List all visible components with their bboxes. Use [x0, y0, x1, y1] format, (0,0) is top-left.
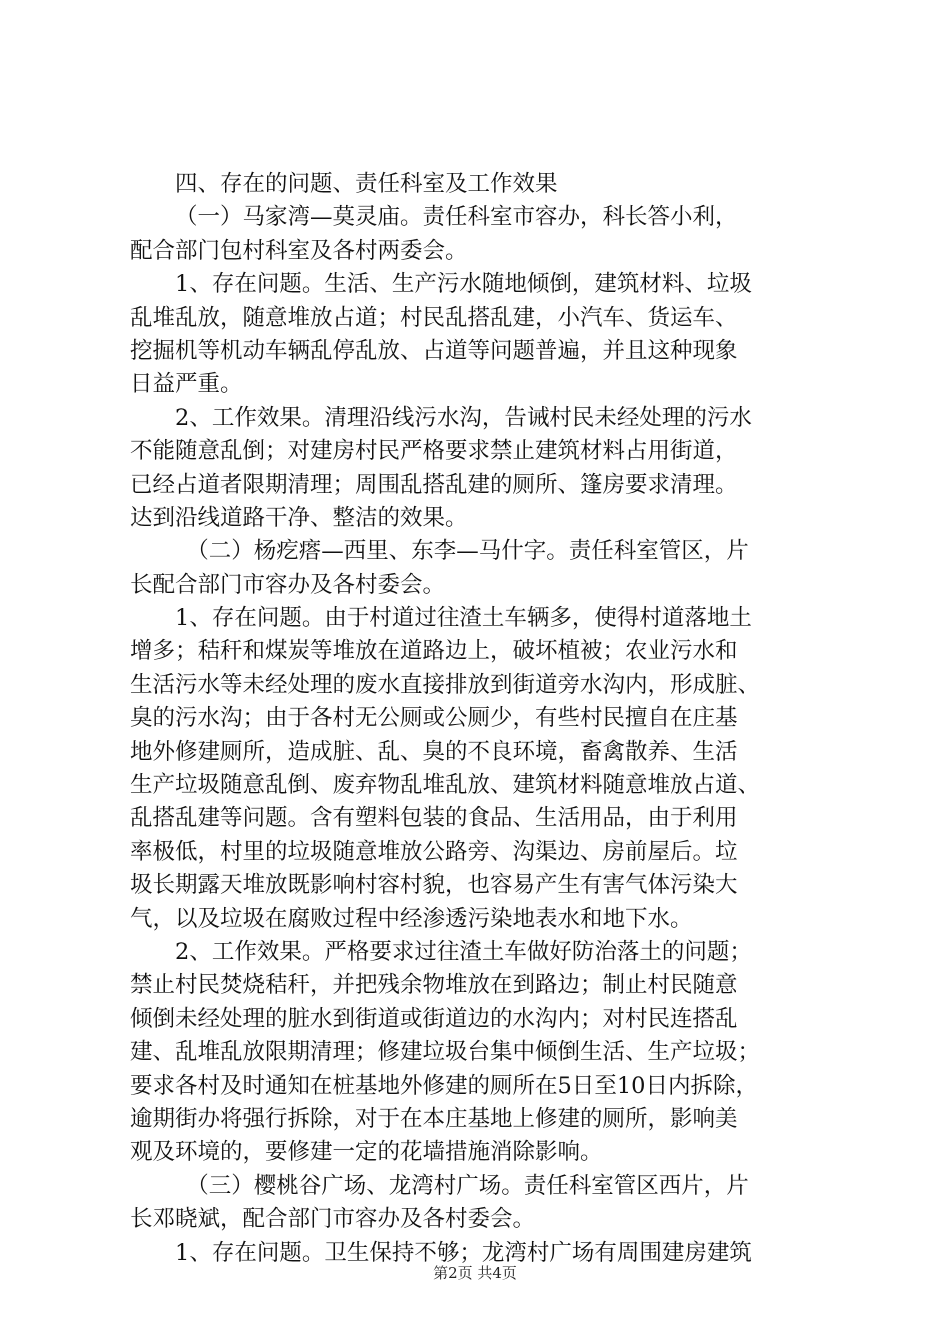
text-line: 率极低，村里的垃圾随意堆放公路旁、沟渠边、房前屋后。垃	[130, 838, 738, 865]
text-line: 气，以及垃圾在腐败过程中经渗透污染地表水和地下水。	[130, 905, 693, 932]
text-line: 达到沿线道路干净、整洁的效果。	[130, 504, 468, 531]
text-line: 逾期街办将强行拆除，对于在本庄基地上修建的厕所，影响美	[130, 1105, 738, 1132]
text-line: 乱堆乱放，随意堆放占道；村民乱搭乱建，小汽车、货运车、	[130, 304, 738, 331]
text-line: 已经占道者限期清理；周围乱搭乱建的厕所、篷房要求清理。	[130, 471, 738, 498]
text-line: 挖掘机等机动车辆乱停乱放、占道等问题普遍，并且这种现象	[130, 337, 738, 364]
text-line: 圾长期露天堆放既影响村容村貌，也容易产生有害气体污染大	[130, 872, 738, 899]
text-line: 配合部门包村科室及各村两委会。	[130, 237, 468, 264]
text-line: 增多；秸秆和煤炭等堆放在道路边上，破坏植被；农业污水和	[130, 638, 738, 665]
text-line: 乱搭乱建等问题。含有塑料包装的食品、生活用品，由于利用	[130, 805, 738, 832]
text-line: 四、存在的问题、责任科室及工作效果	[175, 171, 558, 197]
text-line: 2、工作效果。严格要求过往渣土车做好防治落土的问题；	[175, 938, 752, 965]
text-line: （一）马家湾—莫灵庙。责任科室市容办，科长答小利，	[175, 204, 738, 231]
text-line: 要求各村及时通知在桩基地外修建的厕所在5日至10日内拆除，	[130, 1072, 758, 1099]
document-body	[130, 168, 830, 1270]
text-line: 日益严重。	[130, 371, 243, 398]
text-line: 生产垃圾随意乱倒、废弃物乱堆乱放、建筑材料随意堆放占道、	[130, 772, 761, 799]
text-line: 2、工作效果。清理沿线污水沟，告诫村民未经处理的污水	[175, 404, 752, 431]
text-line: 臭的污水沟；由于各村无公厕或公厕少，有些村民擅自在庄基	[130, 705, 738, 732]
text-line: 1、存在问题。由于村道过往渣土车辆多，使得村道落地土	[175, 605, 752, 632]
text-line: （二）杨疙瘩—西里、东李—马什字。责任科室管区，片	[186, 538, 749, 565]
text-line: 1、存在问题。生活、生产污水随地倾倒，建筑材料、垃圾	[175, 271, 752, 298]
text-line: 生活污水等未经处理的废水直接排放到街道旁水沟内，形成脏、	[130, 671, 761, 698]
text-line: 1、存在问题。卫生保持不够；龙湾村广场有周围建房建筑	[175, 1239, 752, 1266]
text-line: 长邓晓斌，配合部门市容办及各村委会。	[130, 1206, 536, 1233]
text-line: 长配合部门市容办及各村委会。	[130, 571, 446, 598]
text-line: （三）樱桃谷广场、龙湾村广场。责任科室管区西片，片	[186, 1172, 749, 1199]
text-line: 倾倒未经处理的脏水到街道或街道边的水沟内；对村民连搭乱	[130, 1005, 738, 1032]
text-line: 地外修建厕所，造成脏、乱、臭的不良环境，畜禽散养、生活	[130, 738, 738, 765]
text-line: 禁止村民焚烧秸秆，并把残余物堆放在到路边；制止村民随意	[130, 972, 738, 999]
text-line: 观及环境的，要修建一定的花墙措施消除影响。	[130, 1139, 603, 1166]
text-line: 建、乱堆乱放限期清理；修建垃圾台集中倾倒生活、生产垃圾；	[130, 1039, 761, 1066]
page-number-footer: 第2页 共4页	[433, 1264, 517, 1282]
text-line: 不能随意乱倒；对建房村民严格要求禁止建筑材料占用街道，	[130, 438, 738, 465]
